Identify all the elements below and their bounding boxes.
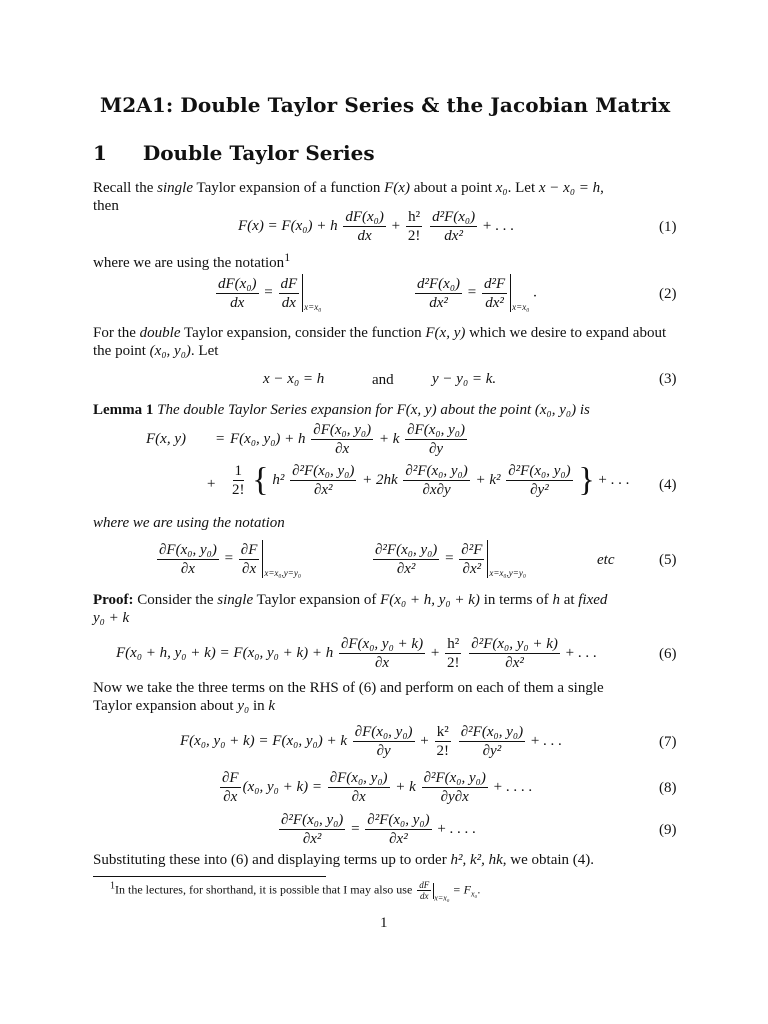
- notation-2-text: where we are using the notation: [93, 515, 285, 531]
- equation-8: $\frac{\partial F}{\partial x}$ (x₀, y₀ + k) = $\frac{\text{∂F(x₀, y₀)}}{\partial x}$ + k $\frac{\text{∂²F(x₀, y₀)}}{\partial y\partial x}$ + . . . .: [222, 770, 533, 805]
- equation-4-row-2: $\frac{1}{2!}$ { h² $\frac{\text{∂²F(x₀, y₀)}}{\text{∂x²}}$ + 2hk $\frac{\text{∂²F(x₀, y₀)}}{\partial x\partial y}$ + k² $\frac{\text{∂²F(x₀, y₀)}}{\text{∂y²}}$ } + . . .: [232, 461, 630, 499]
- footnote-marker: 1: [284, 250, 291, 264]
- page-number: 1: [380, 915, 388, 931]
- equation-3-and: and: [372, 372, 394, 388]
- equation-2-second: $\frac{\text{d²F(x₀)}}{\text{dx²}}$ = $\frac{\text{d²F}}{\text{dx²}}$ $_{x=x_0}$ .: [417, 275, 537, 313]
- equation-5-etc: etc: [597, 552, 615, 568]
- equation-6: F(x₀ + h, y₀ + k) = F(x₀, y₀ + k) + h $\frac{\text{∂F(x₀, y₀ + k)}}{\partial x}$ + $\frac{\text{h²}}{2!}$ $\frac{\text{∂²F(x₀, y₀ + k)}}{\text{∂x²}}$ + . . .: [116, 636, 597, 671]
- equation-1: F(x) = F(x₀) + h $\frac{\text{dF(x₀)}}{dx}$ + $\frac{\text{h²}}{2!}$ $\frac{\text{d²F(x₀)}}{\text{dx²}}$ + . . .: [238, 209, 514, 244]
- equation-8-number: (8): [659, 780, 677, 796]
- lemma-label: Lemma 1: [93, 402, 154, 418]
- equation-5: $\frac{\text{∂F(x₀, y₀)}}{\partial x}$ = $\frac{\partial F}{\partial x}$ $_{x=x_0,y=y_0}$: [159, 541, 301, 579]
- equation-9-number: (9): [659, 822, 677, 838]
- equation-4-number: (4): [659, 477, 677, 493]
- document-title: M2A1: Double Taylor Series & the Jacobian Matrix: [100, 93, 671, 117]
- equation-4-row-1: F(x₀, y₀) + h $\frac{\text{∂F(x₀, y₀)}}{\partial x}$ + k $\frac{\text{∂F(x₀, y₀)}}{\partial y}$: [230, 422, 465, 457]
- equation-3-number: (3): [659, 371, 677, 387]
- equation-4-plus: +: [206, 476, 217, 492]
- equation-7-number: (7): [659, 734, 677, 750]
- proof-line-2: y₀ + k: [93, 610, 130, 626]
- equation-5-number: (5): [659, 552, 677, 568]
- equation-2: $\frac{\text{dF(x₀)}}{dx}$ = $\frac{dF}{dx}$ $_{x=x_0}$: [218, 275, 322, 313]
- section-title: Double Taylor Series: [142, 141, 375, 165]
- equation-3-right: y − y₀ = k.: [432, 371, 497, 387]
- equation-2-number: (2): [659, 286, 677, 302]
- now-line-2: Taylor expansion about y₀ in k: [93, 698, 276, 714]
- equation-1-number: (1): [659, 219, 677, 235]
- notation-intro: where we are using the notation$^1$: [93, 250, 291, 271]
- equation-4-lhs: F(x, y): [146, 431, 186, 447]
- footnote: $^1$In the lectures, for shorthand, it is possible that I may also use $\frac{dF}{dx}$ $_{x=x_0} = F_{x_0}$.: [110, 880, 481, 903]
- equation-5-second: $\frac{\text{∂²F(x₀, y₀)}}{\text{∂x²}}$ = $\frac{\text{∂²F}}{\text{∂x²}}$ $_{x=x_0,y=y_0}$: [375, 541, 526, 579]
- equation-7: F(x₀, y₀ + k) = F(x₀, y₀) + k $\frac{\text{∂F(x₀, y₀)}}{\partial y}$ + $\frac{\text{k²}}{2!}$ $\frac{\text{∂²F(x₀, y₀)}}{\text{∂y²}}$ + . . .: [180, 724, 562, 759]
- section-heading: [93, 141, 375, 165]
- substituting-line: Substituting these into (6) and displaying terms up to order h², k², hk, we obtain (4).: [93, 852, 595, 868]
- equation-6-number: (6): [659, 646, 677, 662]
- equation-4-eq: =: [215, 431, 226, 447]
- equation-3-left: x − x₀ = h: [263, 371, 325, 387]
- proof-label: Proof:: [93, 592, 134, 608]
- proof-line-1: Proof: Consider the single Taylor expansion of F(x₀ + h, y₀ + k) in terms of h at fixed: [93, 592, 608, 608]
- now-line-1: Now we take the three terms on the RHS of (6) and perform on each of them a single: [93, 680, 604, 696]
- intro-line-2: then: [93, 198, 119, 214]
- lemma-statement: Lemma 1 The double Taylor Series expansion for F(x, y) about the point (x₀, y₀) is: [93, 402, 590, 418]
- double-paragraph: For the double Taylor expansion, consider the function F(x, y) which we desire to expand about the point (x₀, y₀). Let: [93, 325, 667, 359]
- equation-9: $\frac{\text{∂²F(x₀, y₀)}}{\text{∂x²}}$ = $\frac{\text{∂²F(x₀, y₀)}}{\text{∂x²}}$ + . . . .: [281, 812, 476, 847]
- section-number: 1: [93, 141, 107, 165]
- intro-line-1: Recall the single Taylor expansion of a function F(x) about a point x₀. Let x − x₀ = h,: [93, 180, 604, 196]
- footnote-rule: [93, 876, 326, 877]
